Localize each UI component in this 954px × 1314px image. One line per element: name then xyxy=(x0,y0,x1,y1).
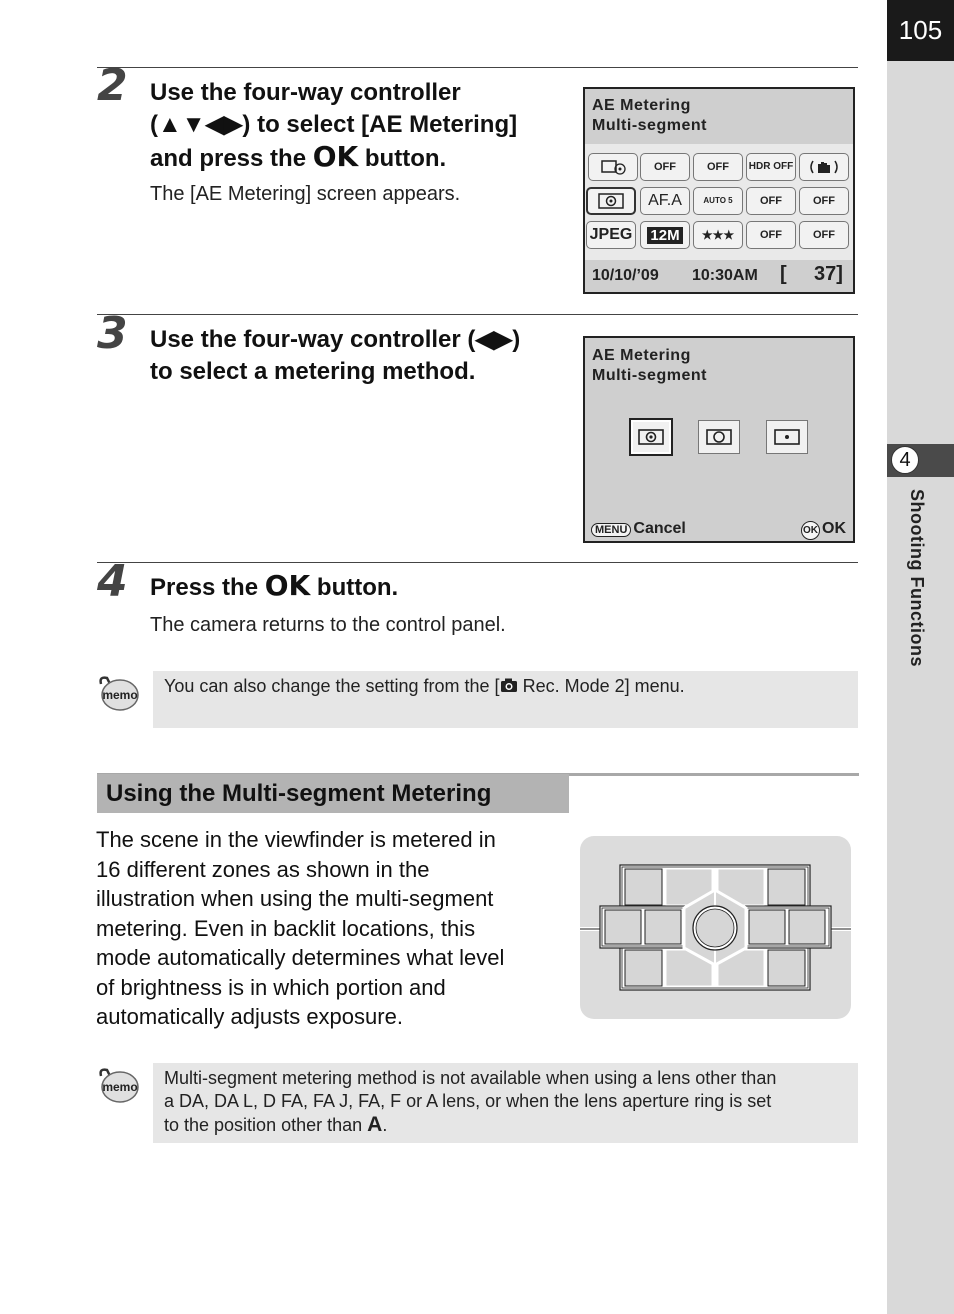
ok-button-glyph: OK xyxy=(312,140,359,173)
digital-filter-icon: OFF xyxy=(640,153,690,181)
memo-box-2 xyxy=(153,1063,858,1143)
ok-button-icon: OK xyxy=(801,521,820,540)
screen1-bracket-open: [ xyxy=(780,263,787,285)
screen1-shots-remaining: 37] xyxy=(814,263,843,285)
ae-metering-screen xyxy=(583,336,855,543)
cancel-label: Cancel xyxy=(633,520,686,537)
memo-icon xyxy=(97,674,141,714)
ok-control[interactable] xyxy=(801,520,846,540)
memo-2-text: Multi-segment metering method is not available when using a lens other than a DA, DA L, D FA, FA J, FA, F or A lens, or when the lens aperture ring is set to the position other than A. xyxy=(164,1068,777,1136)
step-3-title-line-2: to select a metering method. xyxy=(150,358,476,385)
metering-zones-illustration xyxy=(580,836,851,1019)
step-2-title-line-2: (▲▼◀▶) to select [AE Metering] xyxy=(150,111,518,138)
lateral-correction-icon: OFF xyxy=(799,221,849,249)
svg-text:memo: memo xyxy=(102,1080,138,1094)
step-4-ok-post: button. xyxy=(310,574,399,601)
step-3-title xyxy=(150,324,580,388)
step-2-title-line-3 xyxy=(150,141,570,175)
step-2-ok-post: button. xyxy=(358,145,447,172)
memo-icon xyxy=(97,1066,141,1106)
highlight-correction-icon: OFF xyxy=(746,187,796,215)
af-mode-icon: AF.A xyxy=(640,187,690,215)
step-3-rule xyxy=(97,314,858,315)
file-format-icon: JPEG xyxy=(586,221,636,249)
shadow-correction-icon: OFF xyxy=(799,187,849,215)
shake-reduction-icon: OFF xyxy=(693,153,743,181)
step-2-title-line-1: Use the four-way controller xyxy=(150,79,461,106)
ok-label: OK xyxy=(822,520,846,537)
step-4-body: The camera returns to the control panel. xyxy=(150,614,506,636)
flash-mode-icon xyxy=(588,153,638,181)
memo-1-text: You can also change the setting from the [ Rec. Mode 2] menu. xyxy=(164,676,685,696)
step-2-body: The [AE Metering] screen appears. xyxy=(150,183,461,205)
step-4-ok-pre: Press the xyxy=(150,574,265,601)
hdr-icon: HDR OFF xyxy=(746,153,796,181)
hand-shake-icon xyxy=(799,153,849,181)
step-4-rule xyxy=(97,562,858,563)
step-3-number: 3 xyxy=(97,308,128,359)
step-3-title-line-1: Use the four-way controller (◀▶) xyxy=(150,326,521,353)
distortion-correction-icon: OFF xyxy=(746,221,796,249)
ok-button-glyph: OK xyxy=(264,569,311,602)
chapter-number: 4 xyxy=(891,446,919,474)
screen1-title-line-2: Multi-segment xyxy=(592,117,707,134)
center-weighted-metering-option[interactable] xyxy=(698,420,740,454)
screen1-date: 10/10/’09 xyxy=(592,267,659,284)
screen2-title-line-2: Multi-segment xyxy=(592,367,707,384)
screen2-title-line-1: AE Metering xyxy=(592,347,691,364)
section-heading: Using the Multi-segment Metering xyxy=(97,774,569,813)
control-panel-screen xyxy=(583,87,855,294)
step-2-rule xyxy=(97,67,858,68)
svg-text:memo: memo xyxy=(102,688,138,702)
screen1-time: 10:30AM xyxy=(692,267,758,284)
cancel-control[interactable] xyxy=(591,520,686,538)
step-2-title xyxy=(150,77,570,175)
step-4-title xyxy=(150,570,398,604)
step-4-number: 4 xyxy=(97,556,128,607)
chapter-label: Shooting Functions xyxy=(907,489,927,667)
camera-icon xyxy=(500,676,518,696)
auto-iso-icon: AUTO 5 xyxy=(693,187,743,215)
menu-button-icon: MENU xyxy=(591,523,631,537)
aperture-a-glyph: A xyxy=(367,1113,383,1136)
multi-segment-metering-option[interactable] xyxy=(629,418,673,456)
step-2-number: 2 xyxy=(97,60,128,111)
page-number: 105 xyxy=(887,0,954,61)
metering-zones-diagram xyxy=(580,836,851,1019)
multi-segment-description: The scene in the viewfinder is metered in 16 different zones as shown in the illustration when using the multi-segment metering. Even in backlit locations, this mode automatically determines what level of brightness is in which portion and automatically adjusts exposure. xyxy=(96,827,505,1029)
step-2-ok-pre: and press the xyxy=(150,145,313,172)
memo-box-1 xyxy=(153,671,858,728)
quality-level-icon: ★★★ xyxy=(693,221,743,249)
spot-metering-option[interactable] xyxy=(766,420,808,454)
ae-metering-selected-icon[interactable] xyxy=(586,187,636,215)
screen1-title-line-1: AE Metering xyxy=(592,97,691,114)
recorded-pixels-icon: 12M xyxy=(640,221,690,249)
